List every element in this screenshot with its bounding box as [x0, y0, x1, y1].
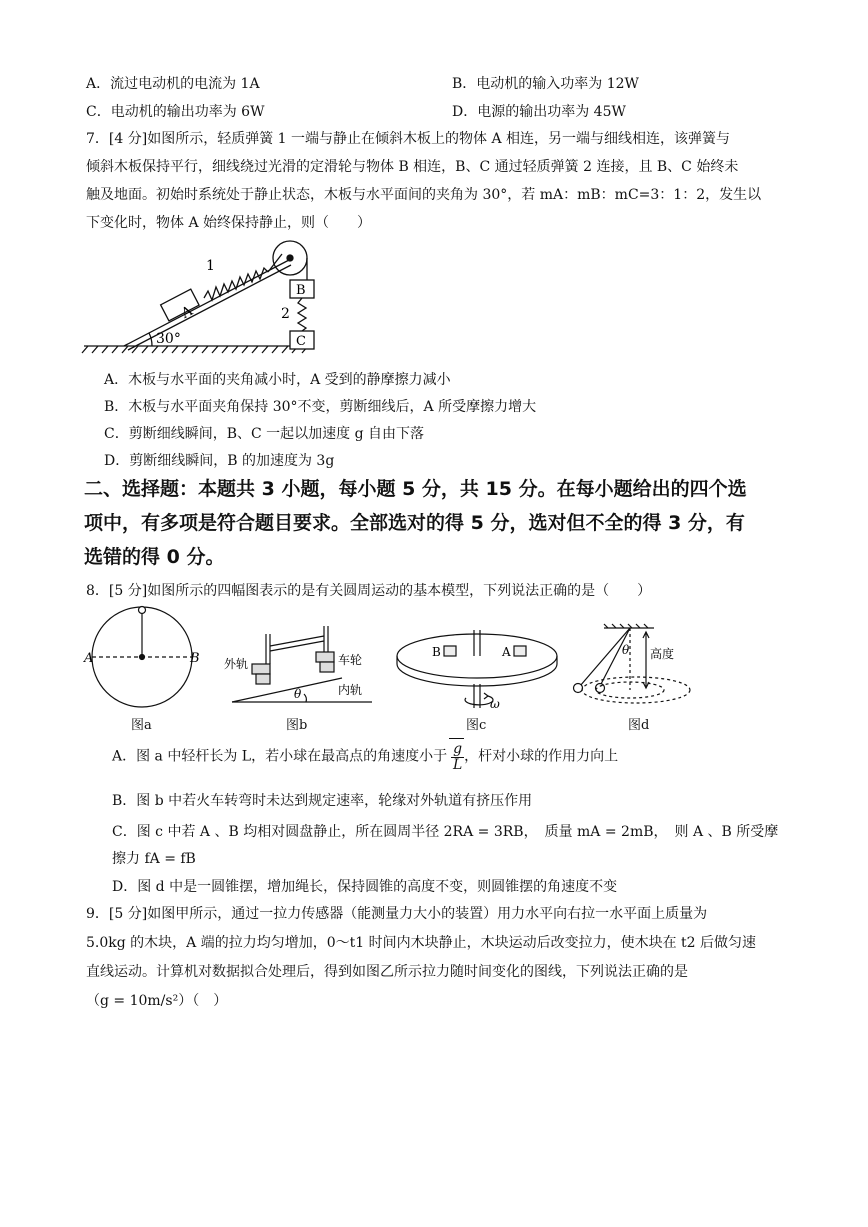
q8-fig-b-inner-label: 内轨 — [338, 683, 363, 697]
q7-option-a[interactable]: A．木板与水平面的夹角减小时，A 受到的静摩擦力减小 — [104, 372, 451, 388]
section-2-line-2: 项中，有多项是符合题目要求。全部选对的得 5 分，选对但不全的得 3 分，有 — [84, 512, 745, 534]
q9-stem-line-3: 直线运动。计算机对数据拟合处理后，得到如图乙所示拉力随时间变化的图线，下列说法正确的是 — [86, 964, 688, 980]
section-2-line-3: 选错的得 0 分。 — [84, 546, 225, 568]
q8-fig-c-disk — [392, 626, 562, 712]
q7-stem-line-2: 倾斜木板保持平行，细线绕过光滑的定滑轮与物体 B 相连，B、C 通过轻质弹簧 2 连接，且 B、C 始终未 — [86, 159, 739, 175]
q8-fig-b-angle-label: θ — [294, 687, 302, 701]
q8-option-a[interactable] — [112, 738, 618, 775]
q6-option-b[interactable]: B．电动机的输入功率为 12W — [452, 76, 639, 92]
sqrt-sign — [449, 738, 464, 775]
section-2-heading — [84, 472, 784, 574]
q9-stem-line-4: （g = 10m/s²）（ ） — [86, 993, 228, 1009]
q7-stem-line-3: 触及地面。初始时系统处于静止状态，木板与水平面间的夹角为 30°，若 mA：mB：mC=3：1：2，发生以 — [86, 187, 762, 203]
q8-fig-c-omega-label: ω — [490, 697, 500, 711]
q6-option-a[interactable]: A．流过电动机的电流为 1A — [86, 76, 260, 92]
q8-fig-c-label: 图c — [466, 718, 487, 733]
q8-fig-d-height-label: 高度 — [650, 647, 675, 661]
q8-fig-a-label: 图a — [131, 718, 152, 733]
q6-option-d[interactable]: D．电源的输出功率为 45W — [452, 104, 626, 120]
q8-fig-b-label: 图b — [286, 718, 308, 733]
q9-stem-line-2: 5.0kg 的木块，A 端的拉力均匀增加，0～t1 时间内木块静止，木块运动后改变拉力，使木块在 t2 后做匀速 — [86, 935, 757, 951]
q6-option-c[interactable]: C．电动机的输出功率为 6W — [86, 104, 265, 120]
q8-option-a-text-pre: A．图 a 中轻杆长为 L，若小球在最高点的角速度小于 — [112, 748, 448, 765]
q8-option-b[interactable]: B．图 b 中若火车转弯时未达到规定速率，轮缘对外轨道有挤压作用 — [112, 793, 533, 809]
q7-block-c-label: C — [296, 334, 306, 349]
q7-option-b[interactable]: B．木板与水平面夹角保持 30°不变，剪断细线后，A 所受摩擦力增大 — [104, 399, 537, 415]
q7-stem-line-4: 下变化时，物体 A 始终保持静止，则（ ） — [86, 215, 372, 231]
q7-option-c[interactable]: C．剪断细线瞬间，B、C 一起以加速度 g 自由下落 — [104, 426, 425, 442]
q8-fig-d-label: 图d — [628, 718, 650, 733]
q7-angle-label: 30° — [156, 331, 181, 347]
q7-spring2-label: 2 — [281, 306, 290, 322]
q8-fig-b-wheel-label: 车轮 — [338, 653, 363, 667]
q8-fig-b-train — [222, 624, 382, 710]
q8-option-d[interactable]: D．图 d 中是一圆锥摆，增加绳长，保持圆锥的高度不变，则圆锥摆的角速度不变 — [112, 879, 618, 895]
q8-fig-d-angle-label: θ — [622, 643, 630, 657]
q8-fig-a-left-label: A — [84, 651, 94, 666]
q8-fig-a-circle — [82, 604, 202, 714]
q8-fig-a-right-label: B — [190, 651, 200, 666]
q8-option-c-line-2: 擦力 fA = fB — [112, 851, 196, 867]
q9-stem-line-1: 9．[5 分]如图甲所示，通过一拉力传感器（能测量力大小的装置）用力水平向右拉一水平面上质量为 — [86, 906, 708, 922]
q8-option-a-text-post: ，杆对小球的作用力向上 — [464, 748, 619, 765]
q8-option-a-denominator: L — [452, 756, 463, 773]
q7-block-b-label: B — [296, 283, 306, 298]
section-2-line-1: 二、选择题：本题共 3 小题，每小题 5 分，共 15 分。在每小题给出的四个选 — [84, 478, 747, 500]
q7-stem-line-1: 7．[4 分]如图所示，轻质弹簧 1 一端与静止在倾斜木板上的物体 A 相连，另一端与细线相连，该弹簧与 — [86, 131, 731, 147]
q7-block-a-label: A — [178, 303, 196, 322]
q7-spring1-label: 1 — [206, 258, 215, 274]
q8-option-c-line-1[interactable]: C．图 c 中若 A 、B 均相对圆盘静止，所在圆周半径 2RA = 3RB， 质量 mA = 2mB， 则 A 、B 所受摩 — [112, 824, 779, 840]
q8-option-a-numerator: g — [453, 740, 463, 757]
q8-fig-c-block-b-label: B — [432, 645, 441, 659]
q8-fig-d-conical-pendulum — [570, 624, 700, 712]
q8-stem: 8．[5 分]如图所示的四幅图表示的是有关圆周运动的基本模型，下列说法正确的是（ ） — [86, 583, 652, 599]
q8-fig-c-block-a-label: A — [502, 645, 511, 659]
q7-incline-figure — [84, 232, 324, 357]
q8-fig-b-outer-label: 外轨 — [224, 657, 249, 671]
q7-option-d[interactable]: D．剪断细线瞬间，B 的加速度为 3g — [104, 453, 335, 469]
